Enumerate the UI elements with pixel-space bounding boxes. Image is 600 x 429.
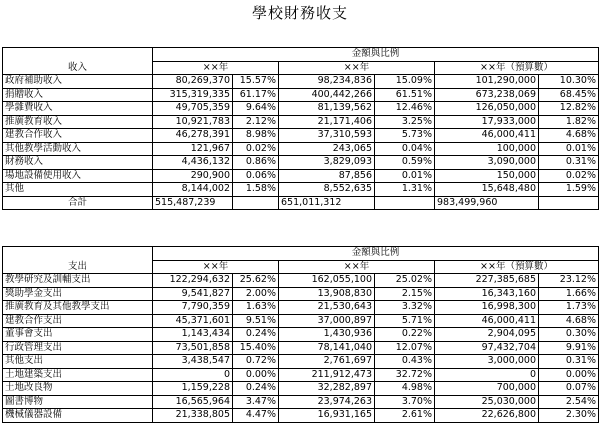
expense-category-header: 支出	[3, 247, 153, 274]
amount-cell: 81,139,562	[279, 102, 375, 116]
percent-cell: 2.61%	[375, 409, 435, 423]
amount-cell: 25,030,000	[435, 395, 539, 409]
amount-cell: 121,967	[153, 142, 233, 156]
amount-cell: 21,338,805	[153, 409, 233, 423]
row-label: 土地建築支出	[3, 368, 153, 382]
amount-cell: 87,856	[279, 169, 375, 183]
income-period-header: ××年（預算數）	[435, 61, 599, 75]
amount-cell: 49,705,359	[153, 102, 233, 116]
percent-cell: 5.71%	[375, 314, 435, 328]
table-row	[3, 75, 599, 89]
row-label: 機械儀器設備	[3, 409, 153, 423]
row-label: 其他教學活動收入	[3, 142, 153, 156]
percent-cell: 1.82%	[539, 115, 599, 129]
table-row	[3, 328, 599, 342]
table-row	[3, 115, 599, 129]
amount-cell: 37,310,593	[279, 129, 375, 143]
percent-cell: 0.01%	[539, 142, 599, 156]
row-label: 建教合作支出	[3, 314, 153, 328]
table-row	[3, 156, 599, 170]
percent-cell: 0.30%	[539, 328, 599, 342]
amount-cell: 315,319,335	[153, 88, 233, 102]
amount-cell: 23,974,263	[279, 395, 375, 409]
row-label: 捐贈收入	[3, 88, 153, 102]
percent-cell: 1.58%	[233, 183, 279, 197]
percent-cell: 3.47%	[233, 395, 279, 409]
table-row	[3, 169, 599, 183]
row-label: 董事會支出	[3, 328, 153, 342]
percent-cell: 3.70%	[375, 395, 435, 409]
amount-cell: 1,430,936	[279, 328, 375, 342]
row-label: 推廣教育及其他教學支出	[3, 301, 153, 315]
percent-cell: 15.09%	[375, 75, 435, 89]
total-row	[3, 196, 599, 210]
percent-cell: 0.72%	[233, 355, 279, 369]
percent-cell: 0.04%	[375, 142, 435, 156]
table-row	[3, 142, 599, 156]
percent-cell: 0.22%	[375, 328, 435, 342]
amount-cell: 100,000	[435, 142, 539, 156]
row-label: 政府補助收入	[3, 75, 153, 89]
amount-cell: 16,931,165	[279, 409, 375, 423]
row-label: 其他	[3, 183, 153, 197]
percent-cell: 0.31%	[539, 156, 599, 170]
percent-cell: 0.00%	[539, 368, 599, 382]
amount-cell: 9,541,827	[153, 287, 233, 301]
amount-cell: 0	[153, 368, 233, 382]
amount-cell: 400,442,266	[279, 88, 375, 102]
row-label: 財務收入	[3, 156, 153, 170]
row-label: 建教合作收入	[3, 129, 153, 143]
amount-cell: 122,294,632	[153, 274, 233, 288]
amount-cell: 32,282,897	[279, 382, 375, 396]
amount-cell: 73,501,858	[153, 341, 233, 355]
table-row	[3, 368, 599, 382]
percent-cell: 0.01%	[375, 169, 435, 183]
percent-cell: 4.47%	[233, 409, 279, 423]
table-row	[3, 102, 599, 116]
percent-cell: 15.40%	[233, 341, 279, 355]
percent-cell: 15.57%	[233, 75, 279, 89]
table-row	[3, 409, 599, 423]
percent-cell: 0.24%	[233, 328, 279, 342]
percent-cell: 12.46%	[375, 102, 435, 116]
percent-cell: 1.31%	[375, 183, 435, 197]
amount-cell: 700,000	[435, 382, 539, 396]
percent-cell: 12.82%	[539, 102, 599, 116]
percent-cell: 8.98%	[233, 129, 279, 143]
total-percent-empty	[233, 196, 279, 210]
table-row	[3, 287, 599, 301]
percent-cell: 25.62%	[233, 274, 279, 288]
row-label: 場地設備使用收入	[3, 169, 153, 183]
table-row	[3, 301, 599, 315]
amount-cell: 101,290,000	[435, 75, 539, 89]
table-row	[3, 395, 599, 409]
percent-cell: 3.32%	[375, 301, 435, 315]
percent-cell: 68.45%	[539, 88, 599, 102]
amount-cell: 78,141,040	[279, 341, 375, 355]
total-label: 合計	[3, 196, 153, 210]
expense-period-header: ××年（預算數）	[435, 260, 599, 274]
amount-cell: 46,000,411	[435, 314, 539, 328]
amount-cell: 16,565,964	[153, 395, 233, 409]
income-category-header: 收入	[3, 48, 153, 75]
amount-cell: 126,050,000	[435, 102, 539, 116]
total-amount: 515,487,239	[153, 196, 233, 210]
income-table	[2, 47, 599, 210]
amount-cell: 13,908,830	[279, 287, 375, 301]
amount-cell: 3,000,000	[435, 355, 539, 369]
total-percent-empty	[539, 196, 599, 210]
amount-cell: 16,998,300	[435, 301, 539, 315]
expense-table	[2, 246, 599, 423]
percent-cell: 4.68%	[539, 314, 599, 328]
amount-cell: 211,912,473	[279, 368, 375, 382]
percent-cell: 61.17%	[233, 88, 279, 102]
row-label: 土地改良物	[3, 382, 153, 396]
row-label: 教學研究及訓輔支出	[3, 274, 153, 288]
amount-cell: 2,904,095	[435, 328, 539, 342]
row-label: 圖書博物	[3, 395, 153, 409]
amount-cell: 162,055,100	[279, 274, 375, 288]
total-amount: 651,011,312	[279, 196, 375, 210]
amount-cell: 0	[435, 368, 539, 382]
percent-cell: 1.59%	[539, 183, 599, 197]
row-label: 推廣教育收入	[3, 115, 153, 129]
percent-cell: 2.12%	[233, 115, 279, 129]
expense-amount-header: 金額與比例	[153, 247, 599, 261]
amount-cell: 16,343,160	[435, 287, 539, 301]
table-row	[3, 382, 599, 396]
income-period-header: ××年	[279, 61, 435, 75]
amount-cell: 243,065	[279, 142, 375, 156]
percent-cell: 25.02%	[375, 274, 435, 288]
percent-cell: 5.73%	[375, 129, 435, 143]
percent-cell: 2.00%	[233, 287, 279, 301]
percent-cell: 0.86%	[233, 156, 279, 170]
percent-cell: 9.64%	[233, 102, 279, 116]
percent-cell: 12.07%	[375, 341, 435, 355]
amount-cell: 150,000	[435, 169, 539, 183]
percent-cell: 1.66%	[539, 287, 599, 301]
row-label: 行政管理支出	[3, 341, 153, 355]
percent-cell: 3.25%	[375, 115, 435, 129]
percent-cell: 61.51%	[375, 88, 435, 102]
table-row	[3, 129, 599, 143]
page-title: 學校財務收支	[251, 4, 348, 22]
total-amount: 983,499,960	[435, 196, 539, 210]
percent-cell: 0.43%	[375, 355, 435, 369]
amount-cell: 3,438,547	[153, 355, 233, 369]
total-percent-empty	[375, 196, 435, 210]
amount-cell: 97,432,704	[435, 341, 539, 355]
percent-cell: 0.59%	[375, 156, 435, 170]
percent-cell: 4.68%	[539, 129, 599, 143]
percent-cell: 2.15%	[375, 287, 435, 301]
percent-cell: 0.02%	[233, 142, 279, 156]
percent-cell: 2.30%	[539, 409, 599, 423]
amount-cell: 22,626,800	[435, 409, 539, 423]
table-row	[3, 183, 599, 197]
expense-period-header: ××年	[279, 260, 435, 274]
amount-cell: 45,371,601	[153, 314, 233, 328]
percent-cell: 1.63%	[233, 301, 279, 315]
amount-cell: 4,436,132	[153, 156, 233, 170]
expense-period-header: ××年	[153, 260, 279, 274]
row-label: 其他支出	[3, 355, 153, 369]
percent-cell: 9.91%	[539, 341, 599, 355]
percent-cell: 0.31%	[539, 355, 599, 369]
amount-cell: 21,171,406	[279, 115, 375, 129]
amount-cell: 37,000,897	[279, 314, 375, 328]
amount-cell: 290,900	[153, 169, 233, 183]
percent-cell: 0.24%	[233, 382, 279, 396]
amount-cell: 98,234,836	[279, 75, 375, 89]
table-row	[3, 88, 599, 102]
percent-cell: 0.02%	[539, 169, 599, 183]
amount-cell: 1,143,434	[153, 328, 233, 342]
amount-cell: 46,278,391	[153, 129, 233, 143]
percent-cell: 23.12%	[539, 274, 599, 288]
amount-cell: 3,829,093	[279, 156, 375, 170]
amount-cell: 2,761,697	[279, 355, 375, 369]
amount-cell: 3,090,000	[435, 156, 539, 170]
amount-cell: 46,000,411	[435, 129, 539, 143]
percent-cell: 2.54%	[539, 395, 599, 409]
row-label: 學雜費收入	[3, 102, 153, 116]
amount-cell: 21,530,643	[279, 301, 375, 315]
income-amount-header: 金額與比例	[153, 48, 599, 62]
income-period-header: ××年	[153, 61, 279, 75]
amount-cell: 15,648,480	[435, 183, 539, 197]
row-label: 獎助學金支出	[3, 287, 153, 301]
amount-cell: 8,552,635	[279, 183, 375, 197]
amount-cell: 227,385,685	[435, 274, 539, 288]
percent-cell: 0.07%	[539, 382, 599, 396]
percent-cell: 1.73%	[539, 301, 599, 315]
amount-cell: 673,238,069	[435, 88, 539, 102]
table-row	[3, 341, 599, 355]
percent-cell: 0.06%	[233, 169, 279, 183]
amount-cell: 1,159,228	[153, 382, 233, 396]
percent-cell: 10.30%	[539, 75, 599, 89]
amount-cell: 17,933,000	[435, 115, 539, 129]
amount-cell: 7,790,359	[153, 301, 233, 315]
percent-cell: 32.72%	[375, 368, 435, 382]
percent-cell: 4.98%	[375, 382, 435, 396]
table-row	[3, 314, 599, 328]
percent-cell: 0.00%	[233, 368, 279, 382]
amount-cell: 80,269,370	[153, 75, 233, 89]
amount-cell: 8,144,002	[153, 183, 233, 197]
percent-cell: 9.51%	[233, 314, 279, 328]
table-row	[3, 355, 599, 369]
amount-cell: 10,921,783	[153, 115, 233, 129]
table-row	[3, 274, 599, 288]
